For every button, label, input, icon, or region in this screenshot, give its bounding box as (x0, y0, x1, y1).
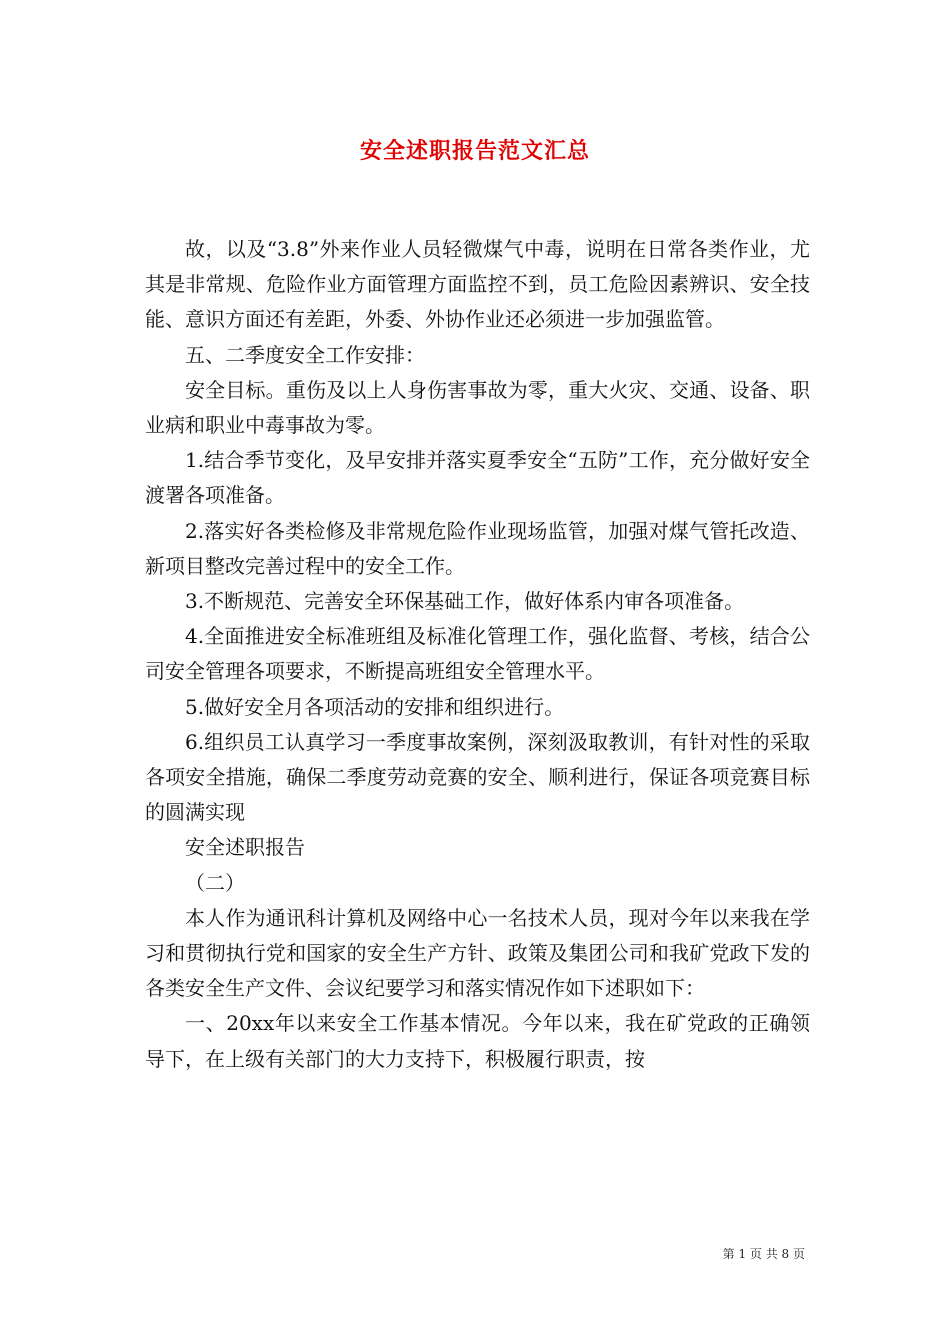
document-title: 安全述职报告范文汇总 (359, 138, 590, 164)
document-body (145, 232, 810, 1077)
paragraph: 五、二季度安全工作安排： (185, 342, 425, 367)
paragraph: 一、20xx年以来安全工作基本情况。今年以来，我在矿党政的正确领导下，在上级有关部门的大力支持下，积极履行职责，按 (145, 1011, 810, 1071)
paragraph: 本人作为通讯科计算机及网络中心一名技术人员，现对今年以来我在学习和贯彻执行党和国家的安全生产方针、政策及集团公司和我矿党政下发的各类安全生产文件、会议纪要学习和落实情况作如下述职如下： (145, 905, 810, 1001)
paragraph: 6.组织员工认真学习一季度事故案例，深刻汲取教训，有针对性的采取各项安全措施，确保二季度劳动竞赛的安全、顺利进行，保证各项竞赛目标的圆满实现 (145, 729, 810, 825)
section-heading: 安全述职报告 (185, 835, 305, 860)
page-number: 第 1 页 共 8 页 (722, 1247, 805, 1261)
paragraph: 4.全面推进安全标准班组及标准化管理工作，强化监督、考核，结合公司安全管理各项要求，不断提高班组安全管理水平。 (145, 624, 810, 684)
paragraph: 1.结合季节变化，及早安排并落实夏季安全“五防”工作，充分做好安全渡署各项准备。 (145, 448, 810, 508)
section-number: （二） (185, 870, 245, 895)
paragraph: 3.不断规范、完善安全环保基础工作，做好体系内审各项准备。 (185, 589, 745, 614)
paragraph: 5.做好安全月各项活动的安排和组织进行。 (185, 694, 565, 719)
paragraph: 2.落实好各类检修及非常规危险作业现场监管，加强对煤气管托改造、新项目整改完善过程中的安全工作。 (145, 518, 810, 578)
paragraph: 故，以及“3.8”外来作业人员轻微煤气中毒，说明在日常各类作业，尤其是非常规、危险作业方面管理方面监控不到，员工危险因素辨识、安全技能、意识方面还有差距，外委、外协作业还必须进一步加强监管。 (145, 237, 810, 332)
paragraph: 安全目标。重伤及以上人身伤害事故为零，重大火灾、交通、设备、职业病和职业中毒事故为零。 (145, 377, 810, 438)
